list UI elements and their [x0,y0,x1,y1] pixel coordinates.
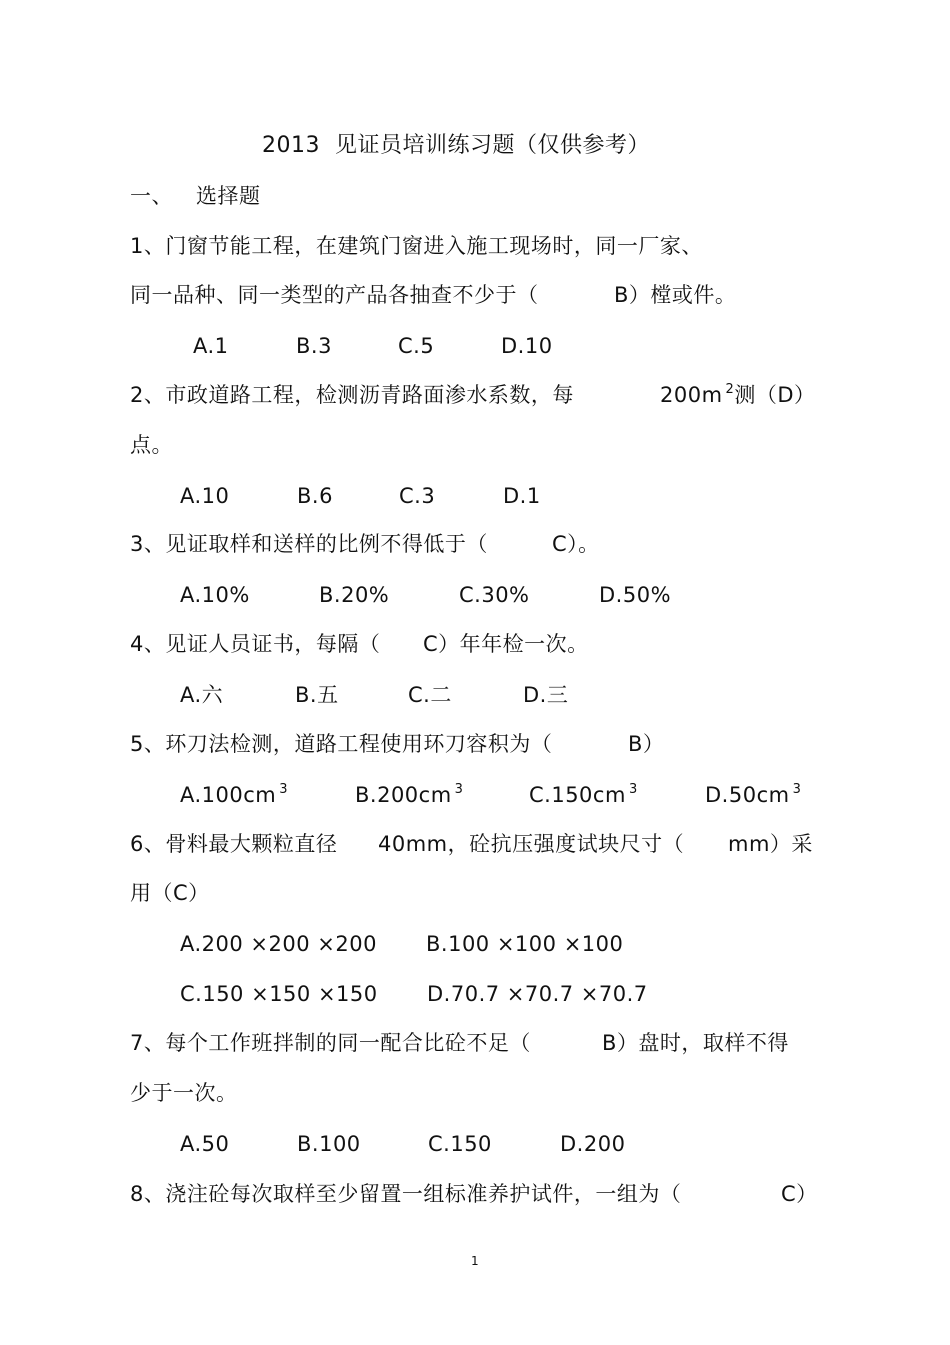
question-5-option-a: A.100cm $^3$ [180,782,289,807]
question-7-option-a: A.50 [180,1132,230,1156]
question-1-option-b: B.3 [296,334,332,358]
question-4-option-c: C.二 [408,683,452,707]
question-5-answer: B） [628,732,665,756]
question-5-line-1: 5、环刀法检测，道路工程使用环刀容积为（ [130,732,553,756]
question-1-option-c: C.5 [398,334,435,358]
question-6-line-1-part-2: 40mm，砼抗压强度试块尺寸（ [378,832,685,856]
question-2-option-d: D.1 [503,484,541,508]
question-5-option-d: D.50cm $^3$ [705,782,802,807]
question-7-option-b: B.100 [297,1132,361,1156]
question-6-option-d: D.70.7 ×70.7 ×70.7 [427,982,648,1006]
document-title: 2013 见证员培训练习题（仅供参考） [262,133,650,158]
question-4-line-1: 4、见证人员证书，每隔（ [130,632,381,656]
question-4-option-b: B.五 [295,683,339,707]
question-7-answer: B）盘时，取样不得 [602,1031,789,1055]
question-1-line-2: 同一品种、同一类型的产品各抽查不少于（ [130,283,539,307]
question-8-answer: C） [781,1182,818,1206]
question-4-option-d: D.三 [523,683,569,707]
question-7-option-d: D.200 [560,1132,626,1156]
question-3-option-b: B.20% [319,583,390,607]
section-label: 选择题 [196,184,261,208]
question-6-line-1-part-1: 6、骨料最大颗粒直径 [130,832,338,856]
question-7-line-1: 7、每个工作班拌制的同一配合比砼不足（ [130,1031,531,1055]
question-6-line-1-part-3: mm）采 [728,832,813,856]
question-4-option-a: A.六 [180,683,224,707]
question-3-option-d: D.50% [599,583,672,607]
question-7-option-c: C.150 [428,1132,492,1156]
section-number: 一、 [130,184,173,208]
question-8-line-1: 8、浇注砼每次取样至少留置一组标准养护试件，一组为（ [130,1182,682,1206]
question-6-line-2: 用（C） [130,881,210,905]
question-3-option-c: C.30% [459,583,530,607]
question-2-area: 200m $^2$测（D） [660,382,816,407]
question-3-answer: C）。 [552,532,600,556]
question-6-option-c: C.150 ×150 ×150 [180,982,378,1006]
page-number: 1 [471,1254,479,1268]
question-5-option-c: C.150cm $^3$ [529,782,638,807]
question-1-option-a: A.1 [193,334,229,358]
question-2-line-2: 点。 [130,433,173,457]
question-1-answer: B）樘或件。 [614,283,737,307]
question-1-option-d: D.10 [501,334,553,358]
question-6-option-b: B.100 ×100 ×100 [426,932,624,956]
question-3-line-1: 3、见证取样和送样的比例不得低于（ [130,532,488,556]
question-4-answer: C）年年检一次。 [423,632,589,656]
question-2-option-c: C.3 [399,484,436,508]
question-1-line-1: 1、门窗节能工程，在建筑门窗进入施工现场时，同一厂家、 [130,234,703,258]
question-2-option-a: A.10 [180,484,230,508]
question-7-line-2: 少于一次。 [130,1081,238,1105]
question-5-option-b: B.200cm $^3$ [355,782,464,807]
question-2-option-b: B.6 [297,484,333,508]
question-3-option-a: A.10% [180,583,250,607]
question-2-line-1: 2、市政道路工程，检测沥青路面渗水系数，每 [130,383,574,407]
question-6-option-a: A.200 ×200 ×200 [180,932,377,956]
